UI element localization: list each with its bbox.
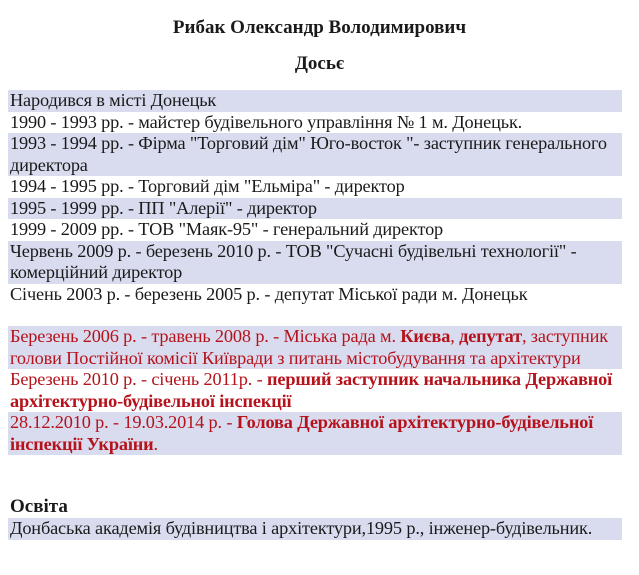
career-item: 1995 - 1999 рр. - ПП "Алерії" - директор <box>8 198 622 220</box>
career-item: 1999 - 2009 рр. - ТОВ "Маяк-95" - генеральний директор <box>8 219 622 241</box>
career-item: Січень 2003 р. - березень 2005 р. - депутат Міської ради м. Донецьк <box>8 284 622 306</box>
highlighted-career-item <box>8 326 622 369</box>
person-name-title: Рибак Олександр Володимирович <box>172 17 467 38</box>
item-text: Березень 2006 р. - травень 2008 р. - Міська рада м. <box>10 326 401 346</box>
education-heading: Освіта <box>10 496 68 517</box>
item-text: 28.12.2010 р. - 19.03.2014 р. - <box>10 412 237 432</box>
section-gap <box>8 305 622 326</box>
career-item: 1990 - 1993 рр. - майстер будівельного управління № 1 м. Донецьк. <box>8 112 622 134</box>
highlighted-career-item <box>8 369 622 412</box>
item-text-bold: Києва <box>400 326 451 346</box>
item-text: . <box>153 433 158 454</box>
item-text-bold: перший заступник начальника Державної архітектурно-будівельної інспекції <box>10 369 613 411</box>
career-item: 1994 - 1995 рр. - Торговий дім "Ельміра" - директор <box>8 176 622 198</box>
education-item: Донбаська академія будівництва і архітектури,1995 р., інженер-будівельник. <box>8 518 622 540</box>
item-text: , заступник голови Постійної комісії Київради з питань містобудування та архітектури <box>10 326 608 368</box>
item-text-bold: депутат <box>459 326 522 346</box>
career-item: Народився в місті Донецьк <box>8 90 622 112</box>
item-text-bold: Голова Державної архітектурно-будівельної інспекції України <box>10 412 594 454</box>
dossier-subtitle: Досьє <box>294 53 345 74</box>
career-item: 1993 - 1994 рр. - Фірма "Торговий дім" Юго-восток "- заступник генерального директора <box>8 133 622 176</box>
education-list <box>8 518 622 540</box>
highlighted-career-item <box>8 412 622 455</box>
item-text: Березень 2010 р. - січень 2011р. - <box>10 369 267 389</box>
career-list <box>8 90 622 455</box>
career-item: Червень 2009 р. - березень 2010 р. - ТОВ "Сучасні будівельні технології" - комерційний директор <box>8 241 622 284</box>
item-text: , <box>450 326 460 346</box>
